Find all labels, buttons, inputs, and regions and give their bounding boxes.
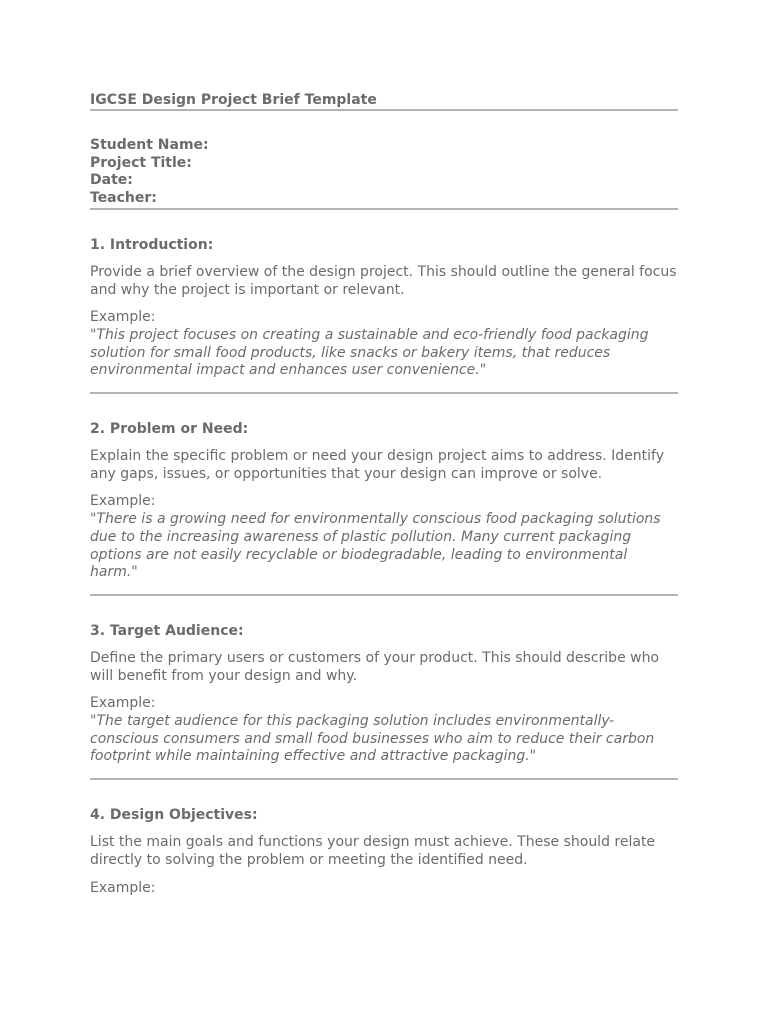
section-heading: 2. Problem or Need: xyxy=(90,421,249,438)
section-divider xyxy=(90,778,678,780)
section-divider xyxy=(90,392,678,394)
date-label: Date: xyxy=(90,172,133,189)
section-description: List the main goals and functions your design must achieve. These should relate directly to solving the problem or meeting the identified need. xyxy=(90,834,656,868)
example-text: The target audience for this packaging solution includes environmentally-conscious consumers and small food businesses who aim to reduce their carbon footprint while maintaining effective and attractive packaging. xyxy=(90,713,655,765)
section-problem-or-need xyxy=(90,420,678,596)
student-info-block xyxy=(90,137,678,208)
example-text: This project focuses on creating a sustainable and eco-friendly food packaging solution for small food products, like snacks or bakery items, that reduces environmental impact and enhances user convenience. xyxy=(90,326,649,379)
section-description: Explain the specific problem or need your design project aims to address. Identify any gaps, issues, or opportunities that your design can improve or solve. xyxy=(90,448,665,482)
student-name-label: Student Name: xyxy=(90,137,209,153)
section-introduction xyxy=(90,236,678,394)
example-quote: "There is a growing need for environmentally conscious food packaging solutions due to the increasing awareness of plastic pollution. Many current packaging options are not easily recyclable or biodegradable, leading to environmental harm." xyxy=(90,511,661,581)
section-heading: 3. Target Audience: xyxy=(90,622,244,639)
example-label: Example: xyxy=(90,309,156,326)
document-page xyxy=(90,91,678,897)
example-quote: "This project focuses on creating a sustainable and eco-friendly food packaging solution for small food products, like snacks or bakery items, that reduces environmental impact and enhances user convenience." xyxy=(90,326,649,379)
example-label: Example: xyxy=(90,695,156,712)
info-divider xyxy=(90,208,678,210)
title-divider xyxy=(90,109,678,111)
section-divider xyxy=(90,594,678,596)
section-description: Define the primary users or customers of your product. This should describe who will benefit from your design and why. xyxy=(90,649,660,684)
project-title-label: Project Title: xyxy=(90,154,192,171)
example-label: Example: xyxy=(90,493,156,510)
section-heading: 1. Introduction: xyxy=(90,236,214,253)
document-title: IGCSE Design Project Brief Template xyxy=(90,92,377,108)
teacher-label: Teacher: xyxy=(90,190,157,207)
section-description: Provide a brief overview of the design project. This should outline the general focus and why the project is important or relevant. xyxy=(90,263,677,298)
example-quote: "The target audience for this packaging solution includes environmentally-conscious consumers and small food businesses who aim to reduce their carbon footprint while maintaining effective and attractive packaging." xyxy=(90,713,655,765)
example-label: Example: xyxy=(90,879,156,896)
section-target-audience xyxy=(90,622,678,780)
section-design-objectives xyxy=(90,806,678,897)
example-text: There is a growing need for environmentally conscious food packaging solutions due to the increasing awareness of plastic pollution. Many current packaging options are not easily recyclable or biodegradable, leading to environmental harm. xyxy=(90,511,661,581)
section-heading: 4. Design Objectives: xyxy=(90,807,258,824)
